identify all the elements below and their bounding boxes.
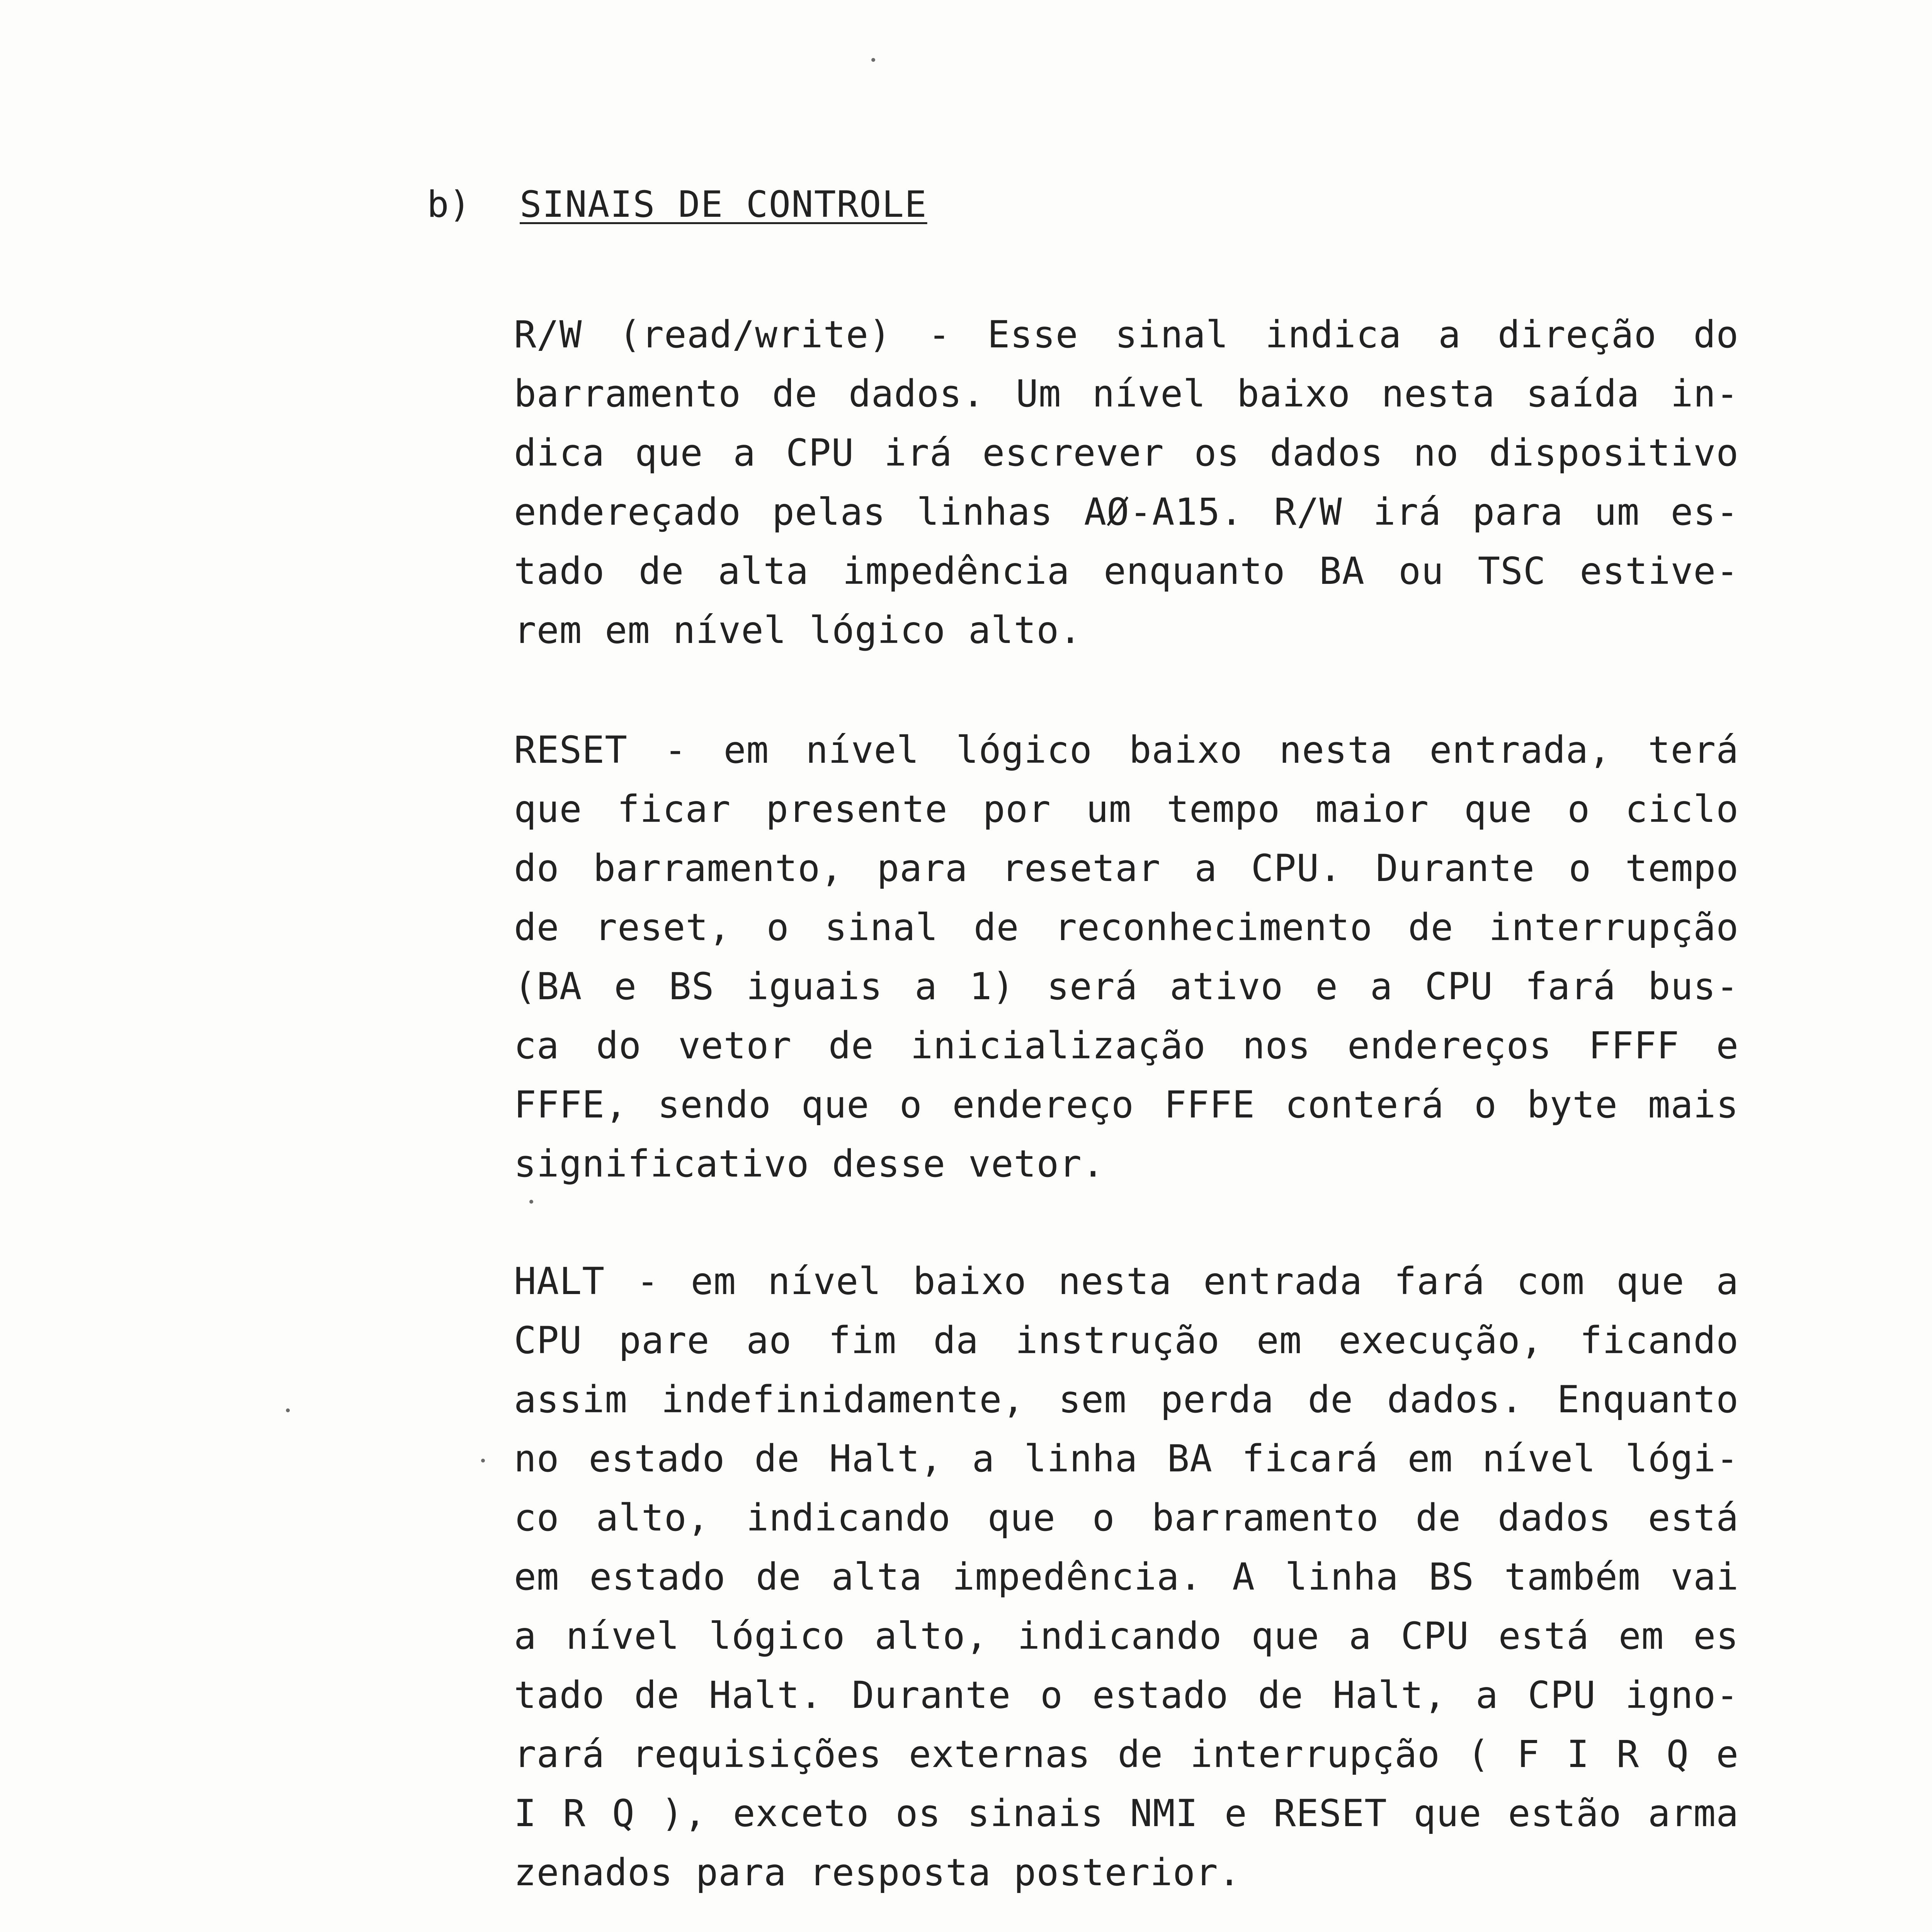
text-line: I R Q ), exceto os sinais NMI e RESET que estão arma: [514, 1792, 1739, 1835]
text-line: R/W (read/write) - Esse sinal indica a direção do: [514, 313, 1739, 356]
text-line: RESET - em nível lógico baixo nesta entrada, terá: [514, 728, 1739, 772]
text-line: assim indefinidamente, sem perda de dados. Enquanto: [514, 1378, 1739, 1421]
text-line: tado de Halt. Durante o estado de Halt, a CPU igno-: [514, 1673, 1739, 1717]
text-line: de reset, o sinal de reconhecimento de interrupção: [514, 906, 1739, 949]
text-line: tado de alta impedência enquanto BA ou TSC estive-: [514, 549, 1739, 593]
text-line: endereçado pelas linhas AØ-A15. R/W irá para um es-: [514, 490, 1739, 534]
scan-speck: [529, 1200, 533, 1204]
text-line: a nível lógico alto, indicando que a CPU está em es: [514, 1614, 1739, 1658]
paragraph-rw: [514, 305, 1739, 660]
scan-speck: [481, 1459, 485, 1463]
text-line: dica que a CPU irá escrever os dados no dispositivo: [514, 431, 1739, 474]
text-line: HALT - em nível baixo nesta entrada fará com que a: [514, 1260, 1739, 1303]
text-line: co alto, indicando que o barramento de dados está: [514, 1496, 1739, 1539]
text-line: rem em nível lógico alto.: [514, 609, 1082, 652]
scan-speck: [871, 58, 875, 62]
text-line: (BA e BS iguais a 1) será ativo e a CPU fará bus-: [514, 965, 1739, 1008]
scan-speck: [286, 1408, 290, 1412]
text-line: em estado de alta impedência. A linha BS também vai: [514, 1555, 1739, 1599]
text-line: no estado de Halt, a linha BA ficará em nível lógi-: [514, 1437, 1739, 1480]
text-line: do barramento, para resetar a CPU. Durante o tempo: [514, 847, 1739, 890]
section-marker: b): [427, 184, 471, 226]
paragraph-halt: [514, 1252, 1739, 1902]
text-line: significativo desse vetor.: [514, 1142, 1105, 1185]
text-line: FFFE, sendo que o endereço FFFE conterá o byte mais: [514, 1083, 1739, 1126]
text-line: que ficar presente por um tempo maior que o ciclo: [514, 787, 1739, 831]
paragraph-reset: [514, 721, 1739, 1194]
text-line: ca do vetor de inicialização nos endereços FFFF e: [514, 1024, 1739, 1067]
text-line: CPU pare ao fim da instrução em execução, ficando: [514, 1319, 1739, 1362]
section-title: SINAIS DE CONTROLE: [520, 184, 927, 226]
text-line: barramento de dados. Um nível baixo nesta saída in-: [514, 372, 1739, 415]
text-line: zenados para resposta posterior.: [514, 1851, 1241, 1894]
text-line: rará requisições externas de interrupção ( F I R Q e: [514, 1733, 1739, 1776]
section-heading: [427, 182, 927, 228]
